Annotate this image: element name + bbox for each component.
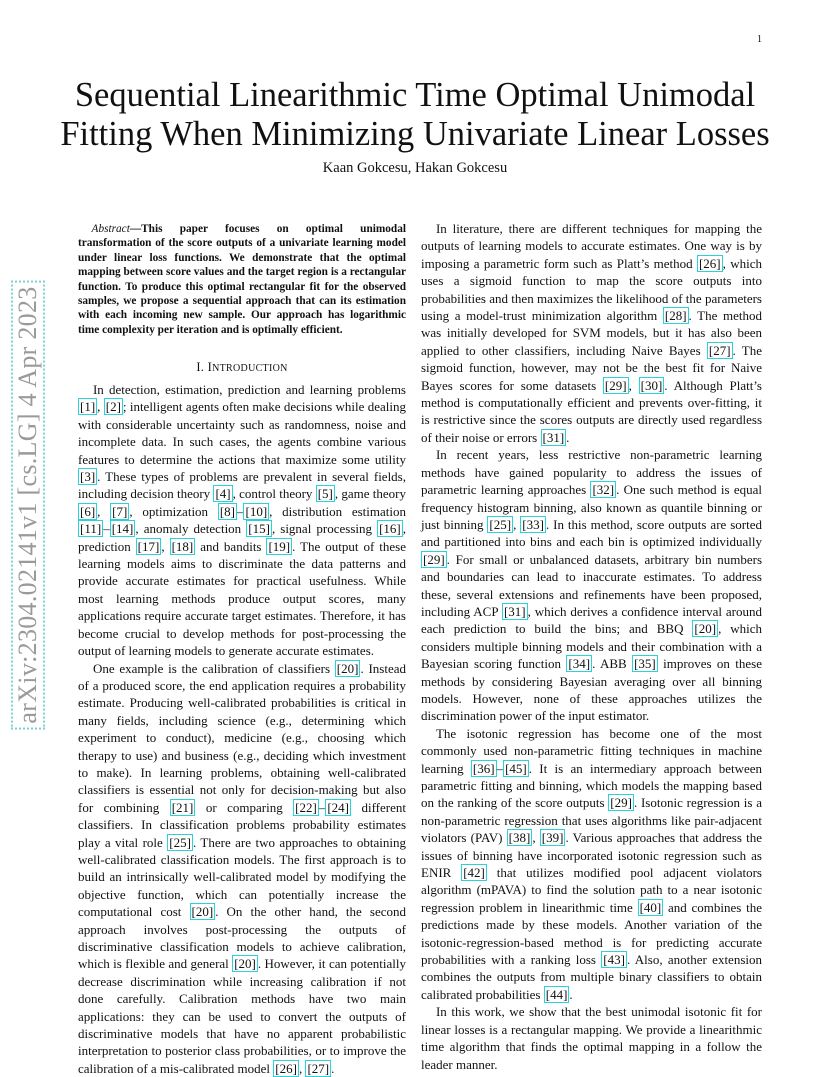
citation-link[interactable]: [2]: [104, 398, 123, 415]
citation-link[interactable]: [22]: [293, 799, 319, 816]
citation-link[interactable]: [18]: [170, 538, 196, 555]
citation-link[interactable]: [44]: [544, 986, 570, 1003]
citation-link[interactable]: [28]: [663, 307, 689, 324]
citation-link[interactable]: [27]: [305, 1060, 331, 1077]
citation-link[interactable]: [25]: [487, 516, 513, 533]
citation-link[interactable]: [34]: [566, 655, 592, 672]
left-column: [78, 381, 406, 1077]
paper-authors: Kaan Gokcesu, Hakan Gokcesu: [60, 160, 770, 177]
citation-link[interactable]: [7]: [110, 503, 129, 520]
intro-paragraph-5: The isotonic regression has become one of the most commonly used non-parametric fitting techniques in machine learning [36] – [45] . It is an intermediary approach between parametric fitting and binning, which models the mapping based on the ranking of the score outputs [29] . Isotonic regression is a non-parametric regression that uses algorithms like pair-adjacent violators (PAV) [38] , [39] . Various approaches that address the issues of binning have incorporated isotonic regression such as ENIR [42] that utilizes modified pool adjacent violators algorithm (mPAVA) to find the solution path to a near isotonic regression problem in linearithmic time [40] and combines the predictions made by these models. Another variation of the isotonic-regression-based method is for predicting accurate probabilities with a ranking loss [43] . Also, another extension combines the outputs from multiple binary classifiers to obtain calibrated probabilities [44] .: [421, 725, 762, 1004]
intro-paragraph-1: In detection, estimation, prediction and learning problems [1] , [2] ; intelligent agents often make decisions while dealing with considerable uncertainty such as randomness, noise and incomplete data. In such cases, the agents combine various features to determine the actions that maximize some utility [3] . These types of problems are prevalent in several fields, including decision theory [4] , control theory [5] , game theory [6] , [7] , optimization [8] – [10] , distribution estimation [11] – [14] , anomaly detection [15] , signal processing [16] , prediction [17] , [18] and bandits [19] . The output of these learning models aims to discriminate the data patterns and provide accurate estimates for practical usefulness. While most learning methods produce output scores, many applications require accurate target estimates. Therefore, it has become crucial to develop methods for post-processing the output of learning models to generate accurate estimates.: [78, 381, 406, 660]
section-title-rest: NTRODUCTION: [212, 363, 288, 374]
citation-link[interactable]: [42]: [461, 864, 487, 881]
citation-link[interactable]: [33]: [520, 516, 546, 533]
citation-link[interactable]: [3]: [78, 468, 97, 485]
arxiv-stamp[interactable]: [10, 270, 46, 740]
citation-link[interactable]: [14]: [110, 520, 136, 537]
arxiv-stamp-text: arXiv:2304.02141v1 [cs.LG] 4 Apr 2023: [11, 280, 45, 729]
abstract: [78, 222, 406, 337]
intro-paragraph-6: In this work, we show that the best unimodal isotonic fit for linear losses is a rectangular mapping. We provide a linearithmic time algorithm that finds the optimal mapping in a follow the leader manner.: [421, 1003, 762, 1073]
right-column: [421, 220, 762, 1073]
citation-link[interactable]: [45]: [503, 760, 529, 777]
citation-link[interactable]: [6]: [78, 503, 97, 520]
citation-link[interactable]: [32]: [590, 481, 616, 498]
citation-link[interactable]: [31]: [502, 603, 528, 620]
citation-link[interactable]: [29]: [421, 551, 447, 568]
citation-link[interactable]: [39]: [540, 829, 566, 846]
intro-paragraph-4: In recent years, less restrictive non-parametric learning methods have gained popularity to address the issues of parametric learning approaches [32] . One such method is equal frequency histogram binning, also known as quantile binning or just binning [25] , [33] . In this method, score outputs are sorted and partitioned into bins and each bin is optimized individually [29] . For small or unbalanced datasets, arbitrary bin numbers and boundaries can lead to inaccurate estimates. To address these, several extensions and refinements have been proposed, including ACP [31] , which derives a confidence interval around each prediction to build the bins; and BBQ [20] , which considers multiple binning models and their combination with a Bayesian scoring function [34] . ABB [35] improves on these methods by considering Bayesian averaging over all binning models. However, none of these approaches utilizes the discrimination power of the input estimator.: [421, 446, 762, 725]
citation-link[interactable]: [21]: [170, 799, 196, 816]
citation-link[interactable]: [20]: [692, 620, 718, 637]
citation-link[interactable]: [26]: [273, 1060, 299, 1077]
citation-link[interactable]: [29]: [603, 377, 629, 394]
abstract-label: Abstract: [92, 223, 130, 235]
citation-link[interactable]: [10]: [243, 503, 269, 520]
citation-link[interactable]: [17]: [136, 538, 162, 555]
intro-paragraph-3: In literature, there are different techniques for mapping the outputs of learning models to accurate estimates. One way is by imposing a parametric form such as Platt’s method [26] , which uses a sigmoid function to map the score outputs into probabilities and then maximizes the likelihood of the parameters using a model-trust minimization algorithm [28] . The method was initially developed for SVM models, but it has also been applied to other classifiers, including Naive Bayes [27] . The sigmoid function, however, may not be the best fit for Naive Bayes scores for some datasets [29] , [30] . Although Platt’s method is computationally efficient and prevents over-fitting, it is restrictive since the scores outputs are directly used regardless of their noise or errors [31] .: [421, 220, 762, 446]
section-number: I.: [196, 360, 204, 374]
citation-link[interactable]: [19]: [266, 538, 292, 555]
page-number: 1: [757, 34, 762, 45]
abstract-text: —This paper focuses on optimal unimodal transformation of the score outputs of a univariate learning model under linear loss functions. We demonstrate that the optimal mapping between score values and the target region is a rectangular function. To produce this optimal rectangular fit for the observed samples, we propose a sequential approach that can its estimation with each incoming new sample. Our approach has logarithmic time complexity per iteration and is optimally efficient.: [78, 223, 406, 336]
citation-link[interactable]: [5]: [316, 485, 335, 502]
intro-paragraph-2: One example is the calibration of classifiers [20] . Instead of a produced score, the end application requires a probability estimate. Producing well-calibrated probabilities is critical in many fields, including science (e.g., determining which experiment to conduct), medicine (e.g., choosing which therapy to use) and business (e.g., deciding which investment to make). In learning problems, obtaining well-calibrated classifiers is essential not only for decision-making but also for combining [21] or comparing [22] – [24] different classifiers. In classification problems probability estimates play a vital role [25] . There are two approaches to obtaining well-calibrated classification models. The first approach is to build an intrinsically well-calibrated model by modifying the objective function, which can potentially increase the computational cost [20] . On the other hand, the second approach involves post-processing the outputs of discriminative classification models to achieve calibration, which is flexible and general [20] . However, it can potentially decrease discrimination while increasing calibration if not done carefully. Calibration methods have two main applications: they can be used to convert the outputs of discriminative models that have no apparent probabilistic interpretation to posterior class probabilities, or to improve the calibration of a mis-calibrated model [26] , [27] .: [78, 660, 406, 1077]
paper-title: Sequential Linearithmic Time Optimal Unimodal Fitting When Minimizing Univariate Linear Losses: [60, 76, 770, 154]
citation-link[interactable]: [27]: [707, 342, 733, 359]
citation-link[interactable]: [15]: [246, 520, 272, 537]
citation-link[interactable]: [4]: [213, 485, 232, 502]
citation-link[interactable]: [24]: [325, 799, 351, 816]
section-first-letter: I: [208, 360, 212, 374]
citation-link[interactable]: [25]: [167, 834, 193, 851]
citation-link[interactable]: [31]: [541, 429, 567, 446]
citation-link[interactable]: [26]: [697, 255, 723, 272]
citation-link[interactable]: [20]: [232, 955, 258, 972]
citation-link[interactable]: [20]: [335, 660, 361, 677]
citation-link[interactable]: [1]: [78, 398, 97, 415]
citation-link[interactable]: [29]: [608, 794, 634, 811]
citation-link[interactable]: [8]: [218, 503, 237, 520]
citation-link[interactable]: [40]: [638, 899, 664, 916]
citation-link[interactable]: [30]: [639, 377, 665, 394]
citation-link[interactable]: [11]: [78, 520, 103, 537]
citation-link[interactable]: [35]: [632, 655, 658, 672]
citation-link[interactable]: [36]: [471, 760, 497, 777]
citation-link[interactable]: [38]: [507, 829, 533, 846]
citation-link[interactable]: [20]: [190, 903, 216, 920]
section-heading: [78, 360, 406, 375]
citation-link[interactable]: [43]: [601, 951, 627, 968]
citation-link[interactable]: [16]: [377, 520, 403, 537]
